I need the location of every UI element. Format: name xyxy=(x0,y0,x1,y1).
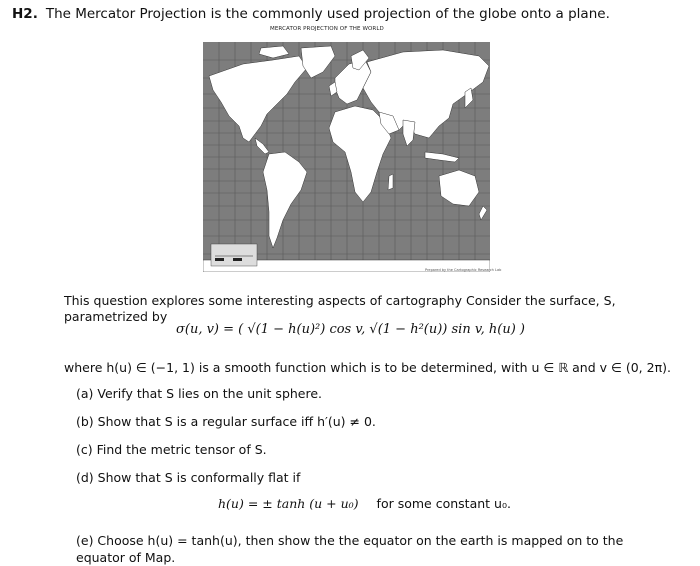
madagascar xyxy=(388,174,393,190)
mercator-world-map xyxy=(203,42,490,272)
question-number: H2. xyxy=(12,6,38,22)
map-credit: Prepared by the Cartographic Research Lab xyxy=(425,268,502,272)
part-c: (c) Find the metric tensor of S. xyxy=(76,442,267,457)
part-b: (b) Show that S is a regular surface iff h′(u) ≠ 0. xyxy=(76,414,376,429)
part-e: (e) Choose h(u) = tanh(u), then show the the equator on the earth is mapped on to the equator of Map. xyxy=(76,533,624,565)
part-a: (a) Verify that S lies on the unit sphere. xyxy=(76,386,323,401)
where-clause: where h(u) ∈ (−1, 1) is a smooth function which is to be determined, with u ∈ ℝ and v ∈ (0, 2π). xyxy=(64,360,671,375)
question-header xyxy=(12,6,610,22)
part-d: (d) Show that S is conformally flat if xyxy=(76,470,301,485)
question-title: The Mercator Projection is the commonly used projection of the globe onto a plane. xyxy=(45,6,610,22)
tanh-equation: h(u) = ± tanh (u + u₀) xyxy=(218,496,359,511)
parametrization-formula: σ(u, v) = ( √(1 − h(u)²) cos v, √(1 − h²(u)) sin v, h(u) ) xyxy=(176,322,526,337)
scale-legend xyxy=(211,244,257,266)
map-title: MERCATOR PROJECTION OF THE WORLD xyxy=(270,26,384,32)
constant-note: for some constant u₀. xyxy=(376,496,511,511)
part-d-condition xyxy=(218,496,511,511)
intro-paragraph: This question explores some interesting aspects of cartography Consider the surface, S, parametrized by xyxy=(64,293,616,324)
